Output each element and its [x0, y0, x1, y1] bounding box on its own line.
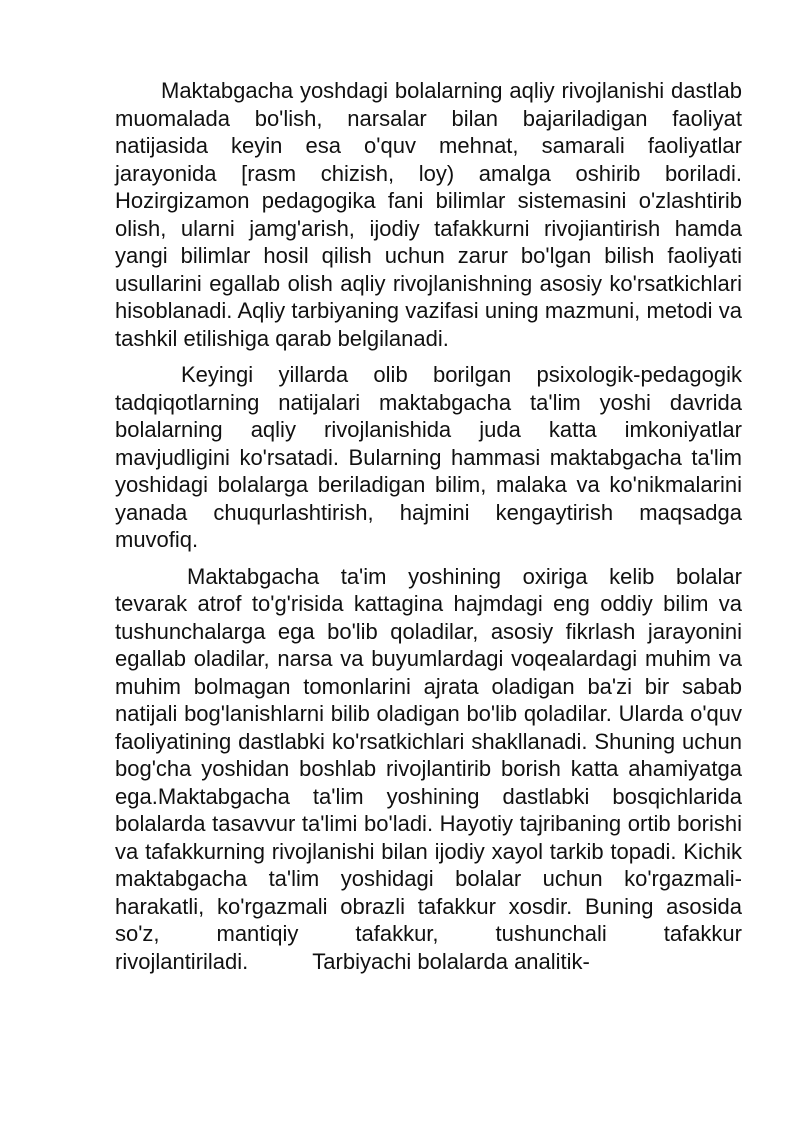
paragraph-1: Maktabgacha yoshdagi bolalarning aqliy rivojlanishi dastlab muomalada bo'lish, narsalar bilan bajariladigan faoliyat natijasida keyin esa o'quv mehnat, samarali faoliyatlar jarayonida [rasm chizish, loy) amalga oshirib boriladi. Hozirgizamon pedagogika fani bilimlar sistemasini o'zlashtirib olish, ularni jamg'arish, ijodiy tafakkurni rivojiantirish hamda yangi bilimlar hosil qilish uchun zarur bo'lgan bilish faoliyati usullarini egallab olish aqliy rivojlanishning asosiy ko'rsatkichlari hisoblanadi. Aqliy tarbiyaning vazifasi uning mazmuni, metodi va tashkil etilishiga qarab belgilanadi. — [115, 78, 742, 351]
paragraph-3-tail: Tarbiyachi bolalarda analitik- — [312, 948, 590, 974]
paragraph-3 — [115, 563, 742, 976]
paragraph-2: Keyingi yillarda olib borilgan psixologik-pedagogik tadqiqotlarning natijalari maktabgacha ta'lim yoshi davrida bolalarning aqliy rivojlanishida juda katta imkoniyatlar mavjudligini ko'rsatadi. Bularning hammasi maktabgacha ta'lim yoshidagi bolalarga beriladigan bilim, malaka va ko'nikmalarini yanada chuqurlashtirish, hajmini kengaytirish maqsadga muvofiq. — [115, 362, 742, 552]
document-page — [115, 77, 742, 984]
paragraph-3-text: Maktabgacha ta'im yoshining oxiriga kelib bolalar tevarak atrof to'g'risida kattagina hajmdagi eng oddiy bilim va tushunchalarga ega bo'lib qoladilar, asosiy fikrlash jarayonini egallab oladilar, narsa va buyumlardagi voqealardagi muhim va muhim bolmagan tomonlarini ajrata oladigan ba'zi bir sabab natijali bog'lanishlarni bilib oladigan bo'lib qoladilar. Ularda o'quv faoliyatining dastlabki ko'rsatkichlari shakllanadi. Shuning uchun bog'cha yoshidan boshlab rivojlantirib borish katta ahamiyatga ega.Maktabgacha ta'lim yoshining dastlabki bosqichlarida bolalarda tasavvur ta'limi bo'ladi. Hayotiy tajribaning ortib borishi va tafakkurning rivojlanishi bilan ijodiy xayol tarkib topadi. Kichik maktabgacha ta'lim yoshidagi bolalar uchun ko'rgazmali-harakatli, ko'rgazmali obrazli tafakkur xosdir. Buning asosida so'z, mantiqiy tafakkur, tushunchali tafakkur rivojlantiriladi. — [115, 563, 742, 974]
